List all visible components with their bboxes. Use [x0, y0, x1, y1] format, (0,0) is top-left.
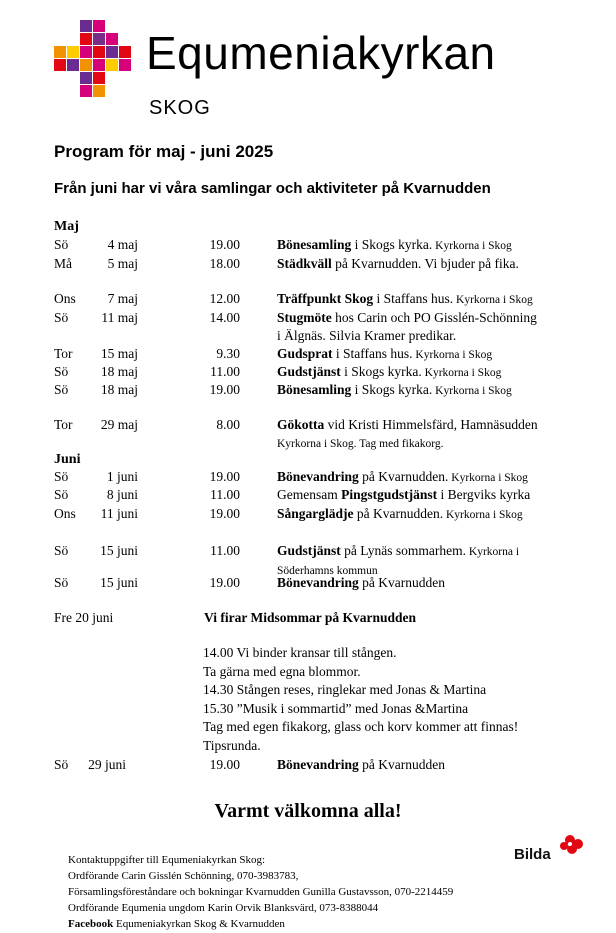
event-location: på Kvarnudden. [358, 469, 449, 484]
event-time: 19.00 [209, 757, 240, 772]
midsommar-title: Vi firar Midsommar på Kvarnudden [204, 610, 417, 625]
event-organizer: Kyrkorna i Skog [443, 509, 523, 521]
event-description [277, 505, 597, 524]
contact-line: Ordförande Carin Gisslén Schönning, 070-3983783, [68, 870, 299, 882]
event-description [277, 416, 597, 453]
event-time: 9.30 [216, 346, 240, 361]
event-day: Sö [54, 575, 69, 590]
event-time: 19.00 [209, 469, 240, 484]
event-organizer: Kyrkorna i Skog [432, 240, 512, 252]
event-day: Sö [54, 310, 69, 325]
event-description [277, 486, 597, 504]
midsommar-program [203, 644, 518, 755]
contact-line: Ordförande Equmenia ungdom Karin Orvik Blanksvärd, 073-8388044 [68, 902, 379, 914]
midsommar-line: 15.30 ”Musik i sommartid” med Jonas &Martina [203, 700, 469, 716]
event-time: 11.00 [210, 364, 240, 379]
event-time: 19.00 [209, 237, 240, 252]
event-day: Tor [54, 346, 73, 361]
event-details: Kyrkorna i Skog. Tag med fikakorg. [277, 438, 444, 450]
event-location: på Kvarnudden. [353, 506, 444, 521]
event-description [277, 363, 597, 382]
event-details: i Älgnäs. Silvia Kramer predikar. [277, 328, 457, 343]
event-day: Må [54, 256, 72, 271]
midsommar-line: 14.30 Stången reses, ringlekar med Jonas & Martina [203, 682, 487, 697]
event-date: 18 maj [100, 382, 138, 397]
program-subtitle: Från juni har vi våra samlingar och aktiviteter på Kvarnudden [54, 180, 491, 197]
event-day: Sö [54, 543, 69, 558]
event-name: Städkväll [277, 256, 332, 271]
event-name: Gökotta [277, 417, 325, 432]
event-description [277, 756, 597, 774]
event-date: 8 juni [106, 487, 138, 502]
event-location: hos Carin och PO Gisslén-Schönning [331, 310, 537, 325]
event-day: Sö [54, 237, 69, 252]
event-date: 4 maj [107, 237, 138, 252]
event-time: 11.00 [210, 487, 240, 502]
event-location: på Kvarnudden [358, 757, 446, 772]
event-location: Gemensam [277, 487, 342, 502]
event-name: Bönevandring [277, 575, 359, 590]
contact-info [68, 852, 453, 932]
midsommar-line: 14.00 Vi binder kransar till stången. [203, 645, 397, 660]
welcome-text: Varmt välkomna alla! [214, 800, 402, 822]
event-name: Gudstjänst [277, 543, 341, 558]
event-time: 19.00 [209, 575, 240, 590]
event-date: 7 maj [107, 291, 138, 306]
facebook-label: Facebook [68, 918, 114, 930]
event-description [277, 236, 597, 255]
facebook-page: Equmeniakyrkan Skog & Kvarnudden [113, 918, 285, 930]
event-name: Bönevandring [277, 757, 359, 772]
event-date: 1 juni [106, 469, 138, 484]
event-time: 12.00 [209, 291, 240, 306]
event-time: 19.00 [209, 382, 240, 397]
midsommar-line: Tipsrunda. [203, 737, 261, 753]
event-organizer: Kyrkorna i Skog [421, 367, 502, 379]
event-date: 15 juni [100, 543, 138, 558]
event-time: 19.00 [209, 506, 240, 521]
event-name: Pingstgudstjänst [341, 487, 438, 502]
event-location: på Kvarnudden. Vi bjuder på fika. [331, 256, 519, 271]
event-description [277, 574, 597, 592]
event-date: 11 juni [100, 506, 138, 521]
contact-line [68, 916, 453, 932]
event-organizer: Kyrkorna i Skog [453, 294, 533, 306]
event-name: Bönesamling [277, 382, 352, 397]
event-name: Gudsprat [277, 346, 333, 361]
program-title: Program för maj - juni 2025 [54, 142, 274, 161]
brand-location: SKOG [149, 97, 211, 119]
midsommar-line: Ta gärna med egna blommor. [203, 663, 361, 679]
month-heading-may: Maj [54, 219, 79, 234]
event-day: Tor [54, 417, 73, 432]
event-location: i Skogs kyrka. [351, 382, 433, 397]
midsommar-line: Tag med egen fikakorg, glass och korv kommer att finnas! [203, 719, 519, 734]
event-time: 11.00 [210, 543, 240, 558]
event-location: i Bergviks kyrka [437, 487, 531, 502]
event-description [277, 468, 597, 487]
event-day: Sö [54, 469, 69, 484]
bilda-logo [514, 834, 584, 864]
event-date: 29 juni [88, 757, 126, 772]
event-location: i Skogs kyrka. [340, 364, 422, 379]
event-date: 5 maj [107, 256, 138, 271]
event-description [277, 290, 597, 309]
event-organizer: Kyrkorna i Skog [412, 349, 493, 361]
event-location: på Kvarnudden [358, 575, 446, 590]
event-location: i Staffans hus. [373, 291, 454, 306]
bilda-flower-icon [552, 834, 586, 862]
event-organizer: Kyrkorna i Skog [432, 385, 512, 397]
event-description [277, 345, 597, 364]
midsommar-date: Fre 20 juni [54, 610, 114, 625]
event-day: Sö [54, 757, 69, 772]
event-name: Gudstjänst [277, 364, 341, 379]
event-location: på Lynäs sommarhem. [340, 543, 467, 558]
event-name: Bönesamling [277, 237, 352, 252]
event-day: Ons [54, 291, 76, 306]
brand-name: Equmeniakyrkan [146, 27, 496, 79]
event-date: 18 maj [100, 364, 138, 379]
event-name: Sångarglädje [277, 506, 354, 521]
event-name: Bönevandring [277, 469, 359, 484]
event-day: Ons [54, 506, 76, 521]
event-organizer: Kyrkorna i Skog [448, 472, 528, 484]
event-time: 18.00 [209, 256, 240, 271]
event-date: 15 maj [100, 346, 138, 361]
event-description [277, 309, 597, 345]
event-day: Sö [54, 364, 69, 379]
contact-line: Kontaktuppgifter till Equmeniakyrkan Skog: [68, 854, 266, 866]
event-day: Sö [54, 382, 69, 397]
event-time: 14.00 [209, 310, 240, 325]
event-date: 29 maj [100, 417, 138, 432]
event-description [277, 255, 597, 273]
bilda-label: Bilda [514, 846, 551, 863]
event-organizer: Kyrkorna i [466, 546, 520, 558]
event-name: Träffpunkt Skog [277, 291, 374, 306]
event-date: 15 juni [100, 575, 138, 590]
event-name: Stugmöte [277, 310, 332, 325]
event-day: Sö [54, 487, 69, 502]
event-location: vid Kristi Himmelsfärd, Hamnäsudden [324, 417, 538, 432]
event-time: 8.00 [216, 417, 240, 432]
event-date: 11 maj [101, 310, 138, 325]
event-location: i Skogs kyrka. [351, 237, 433, 252]
event-location: i Staffans hus. [332, 346, 413, 361]
event-description [277, 381, 597, 400]
logo-cross-icon [53, 20, 133, 100]
month-heading-june: Juni [54, 452, 81, 467]
contact-line: Församlingsföreståndare och bokningar Kvarnudden Gunilla Gustavsson, 070-2214459 [68, 886, 454, 898]
event-details: Söderhamns kommun [277, 565, 378, 577]
